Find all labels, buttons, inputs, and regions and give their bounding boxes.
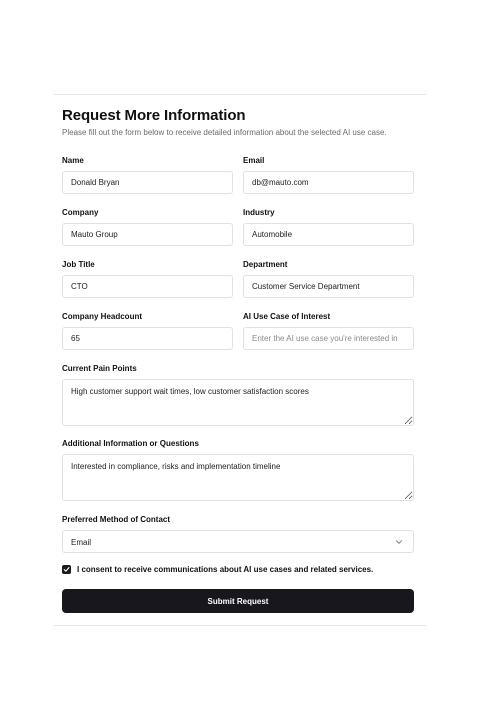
contact-method-label: Preferred Method of Contact xyxy=(62,515,171,524)
job-title-label: Job Title xyxy=(62,260,95,269)
name-input[interactable] xyxy=(62,171,233,194)
form-title: Request More Information xyxy=(62,107,246,124)
company-label: Company xyxy=(62,208,99,217)
department-label: Department xyxy=(243,260,288,269)
consent-label: I consent to receive communications about AI use cases and related services. xyxy=(77,565,374,574)
department-input[interactable] xyxy=(243,275,414,298)
contact-method-select[interactable] xyxy=(62,530,414,553)
email-label: Email xyxy=(243,156,265,165)
headcount-label: Company Headcount xyxy=(62,312,143,321)
headcount-input[interactable] xyxy=(62,327,233,350)
industry-input[interactable] xyxy=(243,223,414,246)
name-label: Name xyxy=(62,156,84,165)
contact-method-value: Email xyxy=(71,538,92,547)
additional-info-label: Additional Information or Questions xyxy=(62,439,199,448)
checkmark-icon xyxy=(63,566,70,573)
consent-row xyxy=(62,565,414,577)
email-input[interactable] xyxy=(243,171,414,194)
request-info-form xyxy=(54,94,426,626)
ai-use-case-input[interactable] xyxy=(243,327,414,350)
consent-checkbox[interactable] xyxy=(62,565,71,574)
additional-info-textarea[interactable] xyxy=(62,454,414,501)
job-title-input[interactable] xyxy=(62,275,233,298)
pain-points-textarea[interactable] xyxy=(62,379,414,426)
industry-label: Industry xyxy=(243,208,275,217)
form-subtitle: Please fill out the form below to receive detailed information about the selected AI use case. xyxy=(62,128,387,137)
chevron-down-icon xyxy=(394,537,404,547)
pain-points-label: Current Pain Points xyxy=(62,364,137,373)
company-input[interactable] xyxy=(62,223,233,246)
submit-request-button[interactable]: Submit Request xyxy=(62,589,414,613)
ai-use-case-label: AI Use Case of Interest xyxy=(243,312,331,321)
